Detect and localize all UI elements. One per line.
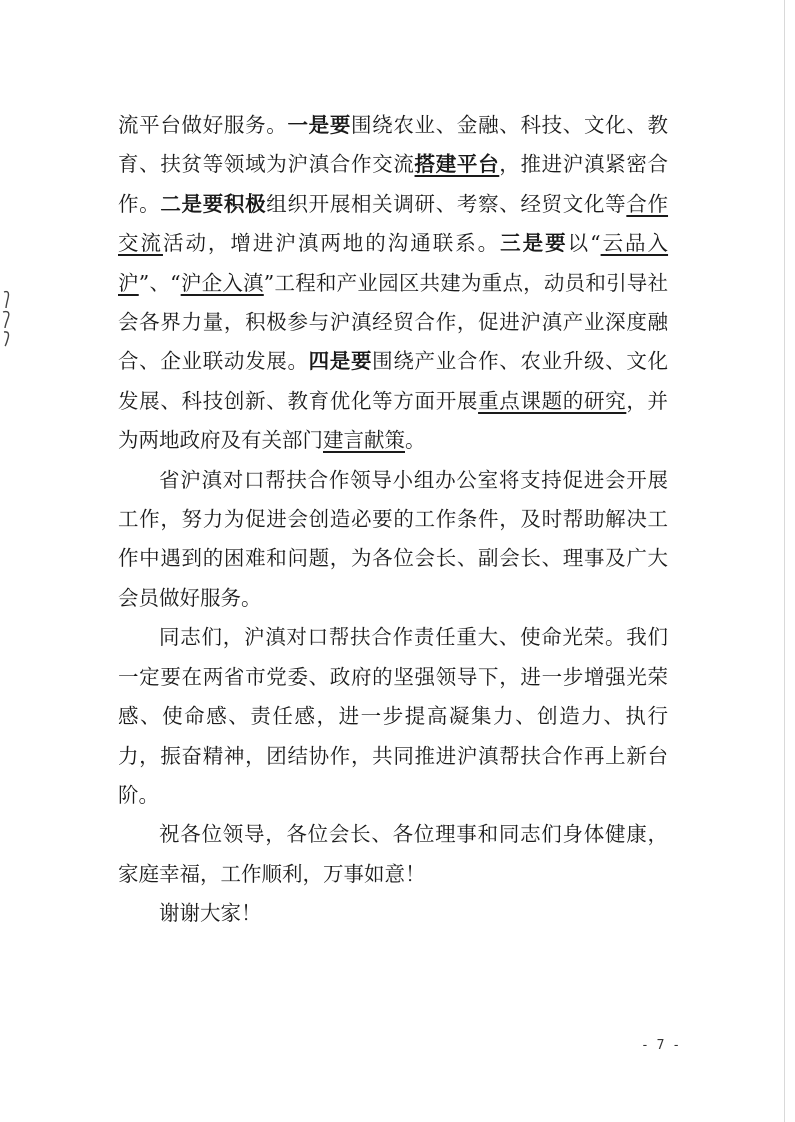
text-run: 。	[405, 428, 426, 453]
paragraph-2	[118, 461, 668, 619]
text-run: 谢谢大家！	[159, 901, 262, 926]
text-run: 活动，增进沪滇两地的沟通联系。	[162, 231, 501, 256]
text-run: 祝各位领导，各位会长、各位理事和同志们身体健康，家庭幸福，工作顺利，万事如意！	[118, 822, 668, 886]
text-run: 流平台做好服务。	[118, 113, 288, 137]
text-run: ，并为两地政府及有关部门	[118, 388, 669, 453]
emphasis-run: 二是要积极	[160, 191, 267, 216]
text-run: 同志们，沪滇对口帮扶合作责任重大、使命光荣。我们一定要在两省市党委、政府的坚强领导下，进一步增强光荣感、使命感、责任感，进一步提高凝集力、创造力、执行力，振奋精神，团结协作，共同推进沪滇帮扶合作再上新台阶。	[118, 625, 668, 807]
text-run: 省沪滇对口帮扶合作领导小组办公室将支持促进会开展工作，努力为促进会创造必要的工作条件，及时帮助解决工作中遇到的困难和问题，为各位会长、副会长、理事及广大会员做好服务。	[118, 467, 668, 610]
paragraph-1	[118, 106, 668, 461]
text-run: 围绕产业合作、农业升级、文化发展、科技创新、教育优化等方面开展	[118, 349, 669, 413]
emphasis-run: 合作交流	[118, 191, 669, 256]
emphasis-run: 云品入沪	[118, 231, 669, 295]
paragraph-4	[118, 815, 668, 894]
paragraph-5	[118, 894, 668, 933]
emphasis-run: 三是要	[500, 231, 568, 256]
paragraph-3	[118, 618, 668, 815]
page-number: - 7 -	[641, 1038, 681, 1053]
body-text	[118, 106, 668, 934]
text-run: ”工程和产业园区共建为重点，动员和引导社会各界力量，积极参与沪滇经贸合作，促进沪滇产业深度融合、企业联动发展。	[118, 270, 669, 374]
text-run: ”、“	[138, 270, 181, 295]
text-run: ，推进沪滇紧密合作。	[118, 152, 669, 216]
text-run: 以“	[567, 231, 601, 256]
emphasis-run: 四是要	[308, 349, 373, 374]
emphasis-run: 建言献策	[323, 428, 405, 453]
emphasis-run: 搭建平台	[414, 152, 500, 177]
emphasis-run: 一是要	[287, 113, 351, 137]
emphasis-run: 沪企入滇	[180, 270, 264, 295]
text-run: 围绕农业、金融、科技、文化、教育、扶贫等领域为沪滇合作交流	[118, 113, 669, 177]
text-run: 组织开展相关调研、考察、经贸文化等	[266, 191, 627, 216]
binding-mark	[0, 286, 16, 350]
emphasis-run: 重点课题的研究	[478, 388, 627, 413]
scan-edge-line	[784, 0, 785, 1122]
